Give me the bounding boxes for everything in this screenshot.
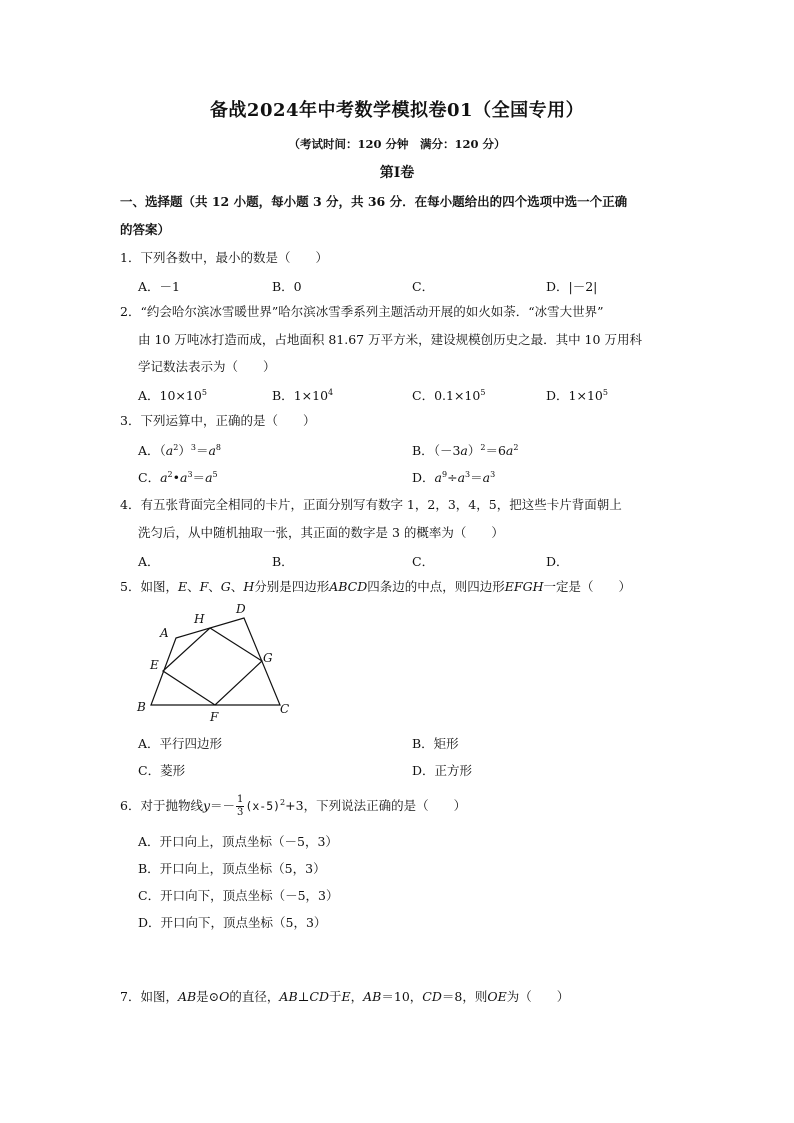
- label-f: F: [210, 710, 219, 724]
- q3-option-c: C．$a^2•a^3=a^5$: [138, 470, 218, 485]
- question-4-line1: 4．有五张背面完全相同的卡片，正面分别写有数字 1，2，3，4，5，把这些卡片背面朝上: [120, 497, 622, 512]
- exam-info: （考试时间：120 分钟 满分：120 分）: [288, 137, 506, 151]
- volume-heading: 第Ⅰ卷: [379, 165, 415, 181]
- label-a: A: [160, 626, 169, 640]
- page-title: 备战2024年中考数学模拟卷01（全国专用）: [209, 100, 585, 121]
- q1-option-c: C．: [412, 279, 435, 294]
- question-7-stem: 7．如图，AB是⊙O的直径，AB⊥CD于E，AB＝10，CD＝8，则OE为（ ）: [120, 989, 570, 1004]
- q4-option-a: A．: [138, 554, 160, 569]
- quadrilateral-figure: [130, 598, 300, 728]
- section-heading-line2: 的答案）: [120, 222, 171, 237]
- label-b: B: [137, 700, 146, 714]
- fraction-one-third: $\frac{1}{3}$: [237, 794, 244, 818]
- q2-option-c: C．$0.1\times 10^5$: [412, 388, 486, 403]
- q3-option-d: D．$a^9\div a^3=a^3$: [412, 470, 496, 485]
- q4-option-b: B．: [272, 554, 294, 569]
- label-c: C: [280, 702, 290, 716]
- question-2-line2: 由 10 万吨冰打造而成，占地面积 81.67 万平方米，建设规模创历史之最．其中 10 万用科: [138, 332, 642, 347]
- q3-option-a: A．$(a^2)^3=a^8$: [138, 443, 222, 458]
- question-2-line1: 2．“约会哈尔滨冰雪暖世界”哈尔滨冰雪季系列主题活动开展的如火如荼．“冰雪大世界”: [120, 304, 604, 319]
- label-h: H: [194, 612, 205, 626]
- q6-option-c: C．开口向下，顶点坐标（－5，3）: [138, 888, 339, 903]
- question-1-stem: 1．下列各数中，最小的数是（ ）: [120, 250, 328, 265]
- question-6-stem: 6．对于抛物线y＝－ $\frac{1}{3}$ $(x-5)^2+3$，下列说法正确的是（ ）: [120, 794, 467, 818]
- q2-option-a: A．$10\times 10^5$: [138, 388, 207, 403]
- label-g: G: [263, 651, 273, 665]
- q5-option-b: B．矩形: [412, 736, 459, 751]
- q5-option-d: D．正方形: [412, 763, 473, 778]
- quadrilateral-efgh: [163, 628, 262, 705]
- q6-option-d: D．开口向下，顶点坐标（5，3）: [138, 915, 327, 930]
- question-5-stem: 5．如图，E、F、G、H分别是四边形ABCD四条边的中点，则四边形EFGH一定是（ ）: [120, 579, 631, 594]
- q4-option-d: D．: [546, 554, 569, 569]
- q1-option-d: D．|－2|: [546, 279, 598, 294]
- section-heading-line1: 一、选择题（共 12 小题，每小题 3 分，共 36 分．在每小题给出的四个选项中选一个正确: [120, 194, 628, 209]
- q5-option-c: C．菱形: [138, 763, 186, 778]
- question-2-line3: 学记数法表示为（ ）: [138, 359, 276, 374]
- q4-option-c: C．: [412, 554, 435, 569]
- question-4-line2: 洗匀后，从中随机抽取一张，其正面的数字是 3 的概率为（ ）: [138, 525, 504, 540]
- q3-option-b: B．$(-3a)^2=6a^2$: [412, 443, 519, 458]
- q2-option-b: B．$1\times 10^4$: [272, 388, 334, 403]
- question-3-stem: 3．下列运算中，正确的是（ ）: [120, 413, 316, 428]
- q1-option-a: A．－1: [138, 279, 180, 294]
- q6-option-a: A．开口向上，顶点坐标（－5，3）: [138, 834, 338, 849]
- q6-option-b: B．开口向上，顶点坐标（5，3）: [138, 861, 326, 876]
- q1-option-b: B．0: [272, 279, 302, 294]
- label-e: E: [150, 658, 159, 672]
- q5-option-a: A．平行四边形: [138, 736, 223, 751]
- q2-option-d: D．$1\times 10^5$: [546, 388, 608, 403]
- label-d: D: [236, 602, 246, 616]
